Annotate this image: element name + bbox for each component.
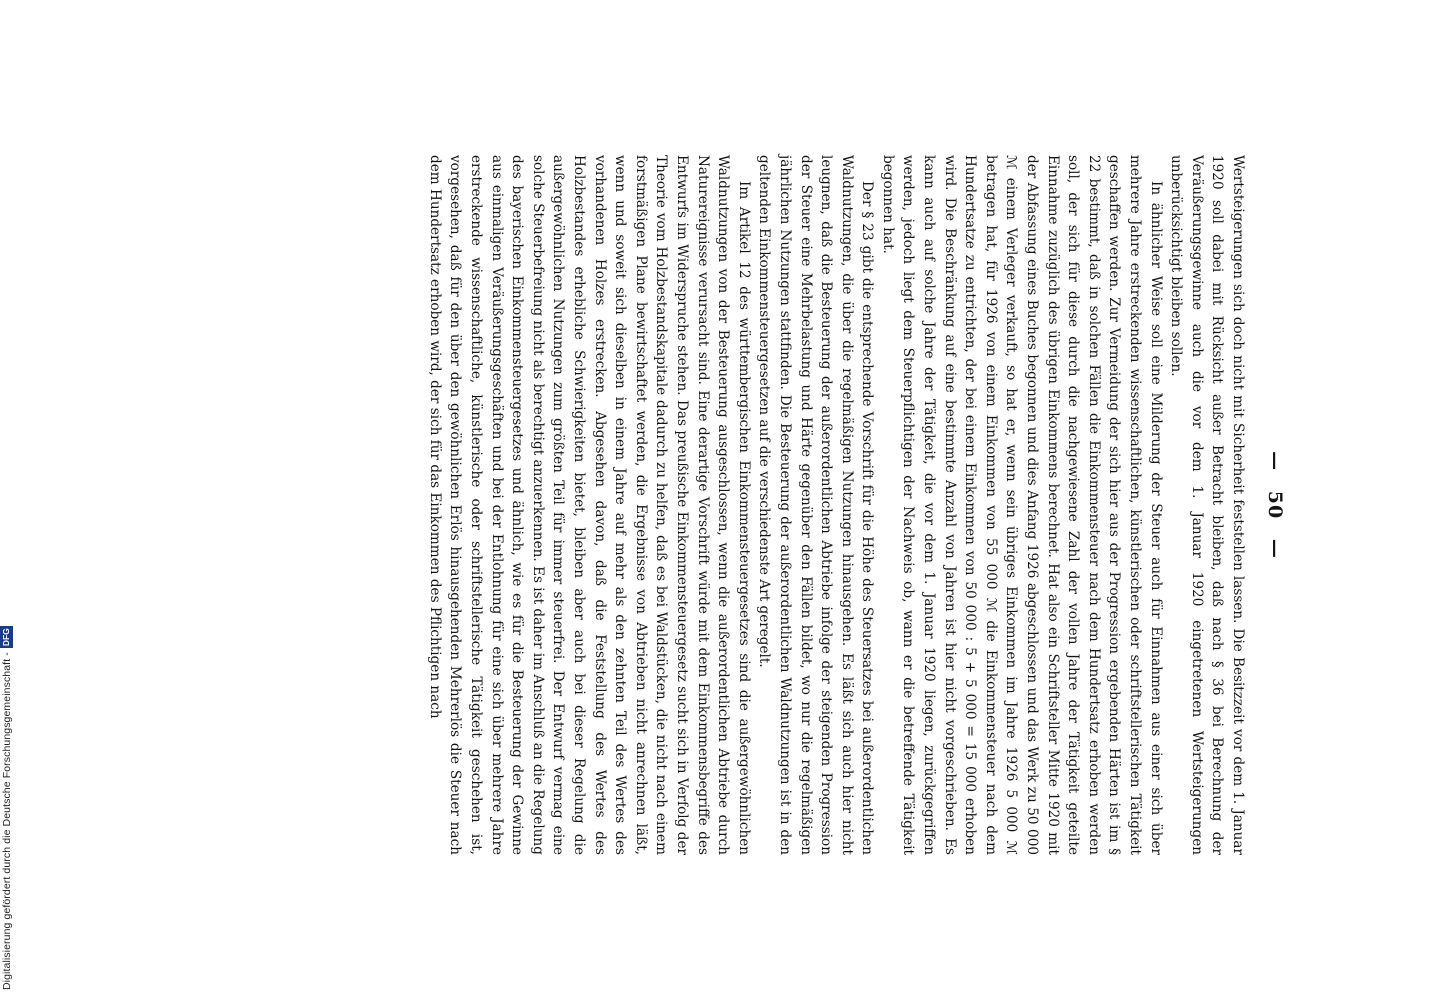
paragraph: In ähnlicher Weise soll eine Milderung der Steuer auch für Einnahmen aus einer sich über mehrere Jahre erstreckenden wissenschaftlichen, künstlerischen oder schriftstellerischen Tätigkeit geschaffen werden. Zur Vermeidung der sich hier aus der Progression ergebenden Härten ist im § 22 bestimmt, daß in solchen Fällen die Einkommensteuer nach dem Hundertsatz erhoben werden soll, der sich für diese durch die nachgewiesene Zahl der vollen Jahre der Tätigkeit geteilte Einnahme zuzüglich des übrigen Einkommens berechnet. Hat also ein Schriftsteller Mitte 1920 mit der Abfassung eines Buches begonnen und dies Anfang 1926 abgeschlossen und das Werk zu 50 000 ℳ einem Verleger verkauft, so hat er, wenn sein übriges Einkommen im Jahre 1926 5 000 ℳ betragen hat, für 1926 von einem Einkommen von 55 000 ℳ die Einkommensteuer nach dem Hundertsatze zu entrichten, der bei einem Einkommen von 50 000 : 5 + 5 000 = 15 000 erhoben wird. Die Beschränkung auf eine bestimmte Anzahl von Jahren ist hier nicht vorgeschrieben. Es kann auch auf solche Jahre der Tätigkeit, die vor dem 1. Januar 1920 liegen, zurückgegriffen werden, jedoch liegt dem Steuerpflichtigen der Nachweis ob, wann er die betreffende Tätigkeit begonnen hat. <box>879 155 1164 855</box>
paragraph: Der § 23 gibt die entsprechende Vorschrift für die Höhe des Steuersatzes bei außerordentlichen Waldnutzungen, die über die regelmäßigen Nutzungen hinausgehen. Es läßt sich auch hier nicht leugnen, daß die Besteuerung der außerordentlichen Abtriebe infolge der steigenden Progression der Steuer eine Mehrbelastung und Härte gegenüber den Fällen bildet, wo nur die regelmäßigen jährlichen Nutzungen stattfinden. Die Besteuerung der außerordentlichen Waldnutzungen ist in den geltenden Einkommensteuergesetzen auf die verschiedenste Art geregelt. <box>756 155 876 855</box>
funding-text: Digitalisierung gefördert durch die Deutsche Forschungsgemeinschaft - <box>0 652 13 990</box>
document-page <box>426 155 1290 855</box>
dfg-logo: DFG <box>1 628 11 647</box>
page-number-dash-left: — <box>1264 451 1286 472</box>
page-header <box>1260 155 1290 855</box>
body-text <box>424 155 1248 855</box>
page-number-dash-right: — <box>1264 538 1286 559</box>
paragraph: Im Artikel 12 des württembergischen Einkommensteuergesetzes sind die außergewöhnlichen Waldnutzungen von der Besteuerung ausgeschlossen, wenn die außerordentlichen Abtriebe durch Naturereignisse verursacht sind. Eine derartige Vorschrift würde mit dem Einkommensbegriffe des Entwurfs im Widerspruche stehen. Das preußische Einkommensteuergesetz sucht sich in Verfolg der Theorie vom Holzbestandskapitale dadurch zu helfen, daß es bei Waldstücken, die nicht nach einem forstmäßigen Plane bewirtschaftet werden, die Ergebnisse von Abtrieben nicht anrechnen läßt, wenn und soweit sich dieselben in einem Jahre auf mehr als den zehnten Teil des Wertes des vorhandenen Holzes erstrecken. Abgesehen davon, daß die Feststellung des Wertes des Holzbestandes erhebliche Schwierigkeiten bietet, bleiben aber auch bei dieser Regelung die außergewöhnlichen Nutzungen zum größten Teil für immer steuerfrei. Der Entwurf vermag eine solche Steuerbefreiung nicht als berechtigt anzuerkennen. Es ist daher im Anschluß an die Regelung des bayerischen Einkommensteuergesetzes und ähnlich, wie es für die Besteuerung der Gewinne aus einmaligen Veräußerungsgeschäften und bei der Entlohnung für eine sich über mehrere Jahre erstreckende wissenschaftliche, künstlerische oder schriftstellerische Tätigkeit geschehen ist, vorgesehen, daß für den über den gewöhnlichen Erlös hinausgehenden Mehrerlös die Steuer nach dem Hundertsatz erhoben wird, der sich für das Einkommen des Pflichtigen nach <box>426 155 752 855</box>
page-number: 50 <box>1264 490 1286 520</box>
funding-note <box>0 626 13 990</box>
paragraph: Wertsteigerungen sich doch nicht mit Sicherheit feststellen lassen. Die Besitzzeit vor dem 1. Januar 1920 soll dabei mit Rücksicht außer Betracht bleiben, daß nach § 36 bei Berechnung der Veräußerungsgewinne auch die vor dem 1. Januar 1920 eingetretenen Wertsteigerungen unberücksichtigt bleiben sollen. <box>1168 155 1246 855</box>
funding-sidebar <box>0 0 24 1000</box>
